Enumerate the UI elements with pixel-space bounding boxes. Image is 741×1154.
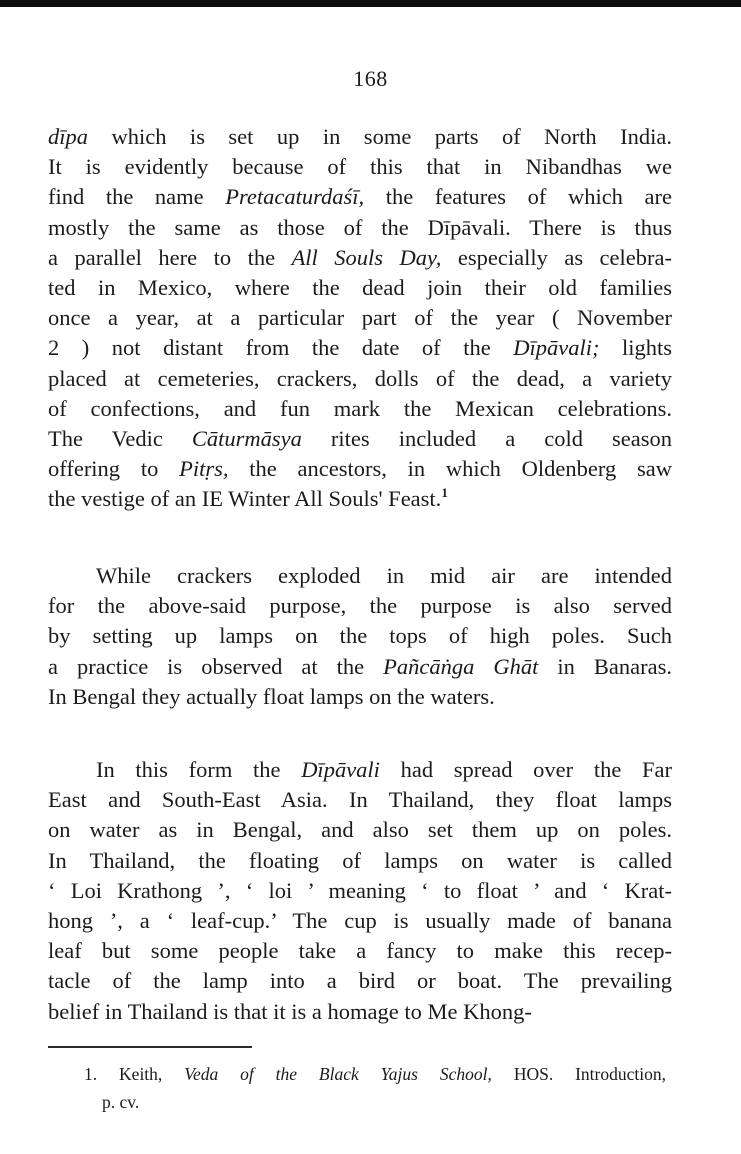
page-number: 168 [353,66,388,91]
italic-term: Dīpāvali [301,757,380,782]
text-line [48,213,672,243]
text-run: ted in Mexico, where the dead join their old families [48,275,672,300]
text-run: leaf but some people take a fancy to make this recep- [48,938,672,964]
footnote-line [102,1090,642,1114]
text-line [48,303,672,333]
text-line [48,682,672,712]
italic-term: Veda of the Black Yajus School, [184,1064,492,1084]
text-run: In this form the [96,757,302,782]
text-run: 1. Keith, [84,1064,185,1084]
text-line [48,243,672,273]
text-run: find the name [48,184,226,210]
text-run: The Vedic [48,426,192,451]
italic-term: Cāturmāsya [191,426,302,451]
text-run: had spread over the Far [379,757,672,782]
footnote-separator [48,1046,252,1048]
text-run: hong ’, a ‘ leaf-cup.’ The cup is usually made of banana [48,908,672,933]
text-run: in Banaras. [538,653,672,679]
text-run: for the above-said purpose, the purpose is also served [48,593,672,619]
text-run: placed at cemeteries, crackers, dolls of the dead, a variety [48,365,672,391]
text-run: It is evidently because of this that in Nibandhas we [48,154,672,180]
text-line [96,755,672,785]
text-run: 2 ) not distant from the date of the [48,335,514,361]
text-line [48,785,672,815]
text-line [48,652,672,682]
italic-term: Pretacaturdaśī, [225,184,365,210]
italic-term: All Souls Day, [291,244,442,270]
text-line [48,846,672,876]
text-run: the ancestors, in which Oldenberg saw [228,456,672,482]
text-run: While crackers exploded in mid air are intended [96,563,672,588]
text-line [48,876,672,906]
text-run: In Thailand, the floating of lamps on water is called [48,847,672,873]
text-run: p. cv. [102,1092,140,1112]
text-line [48,936,672,966]
text-line [48,454,672,484]
text-run: by setting up lamps on the tops of high poles. Such [48,623,672,649]
text-line [48,591,672,621]
text-run: mostly the same as those of the Dīpāvali. There is thus [48,214,672,240]
text-line [48,484,672,514]
italic-term: Pañcāṅga Ghāt [383,653,539,679]
text-run: tacle of the lamp into a bird or boat. The prevailing [48,968,672,994]
text-run: which is set up in some parts of North India. [88,124,672,149]
text-line [48,621,672,651]
text-run: belief in Thailand is that it is a homage to Me Khong- [48,998,532,1024]
text-line [48,333,672,363]
text-run: especially as celebra- [441,244,672,270]
text-run: of confections, and fun mark the Mexican celebrations. [48,395,672,421]
text-line [48,182,672,212]
text-run: ‘ Loi Krathong ’, ‘ loi ’ meaning ‘ to float ’ and ‘ Krat- [48,877,672,903]
text-run: a parallel here to the [48,244,292,270]
text-run: the features of which are [364,184,672,210]
text-line [96,561,672,591]
text-run: HOS. Introduction, [491,1064,666,1084]
text-line [48,997,672,1027]
text-line [48,364,672,394]
text-line [48,394,672,424]
italic-term: Dīpāvali; [513,335,600,361]
text-line [48,152,672,182]
top-border-bar [0,0,741,7]
text-run: In Bengal they actually float lamps on the waters. [48,683,495,709]
text-line [48,906,672,936]
text-run: East and South-East Asia. In Thailand, they float lamps [48,787,672,813]
text-line [48,424,672,454]
text-run: rites included a cold season [301,426,672,451]
italic-term: Pitṛs, [179,456,229,482]
text-line [48,122,672,152]
italic-term: dīpa [48,124,89,149]
text-run: lights [599,335,672,361]
text-run: once a year, at a particular part of the year ( November [48,305,672,331]
text-run: offering to [48,456,180,482]
footnote-marker: 1 [441,485,448,501]
text-line [48,815,672,845]
text-run: a practice is observed at the [48,653,384,679]
text-line [48,273,672,303]
footnote-line [84,1062,666,1086]
text-run: the vestige of an IE Winter All Souls' Feast. [48,486,442,512]
text-line [48,966,672,996]
text-run: on water as in Bengal, and also set them up on poles. [48,817,672,843]
